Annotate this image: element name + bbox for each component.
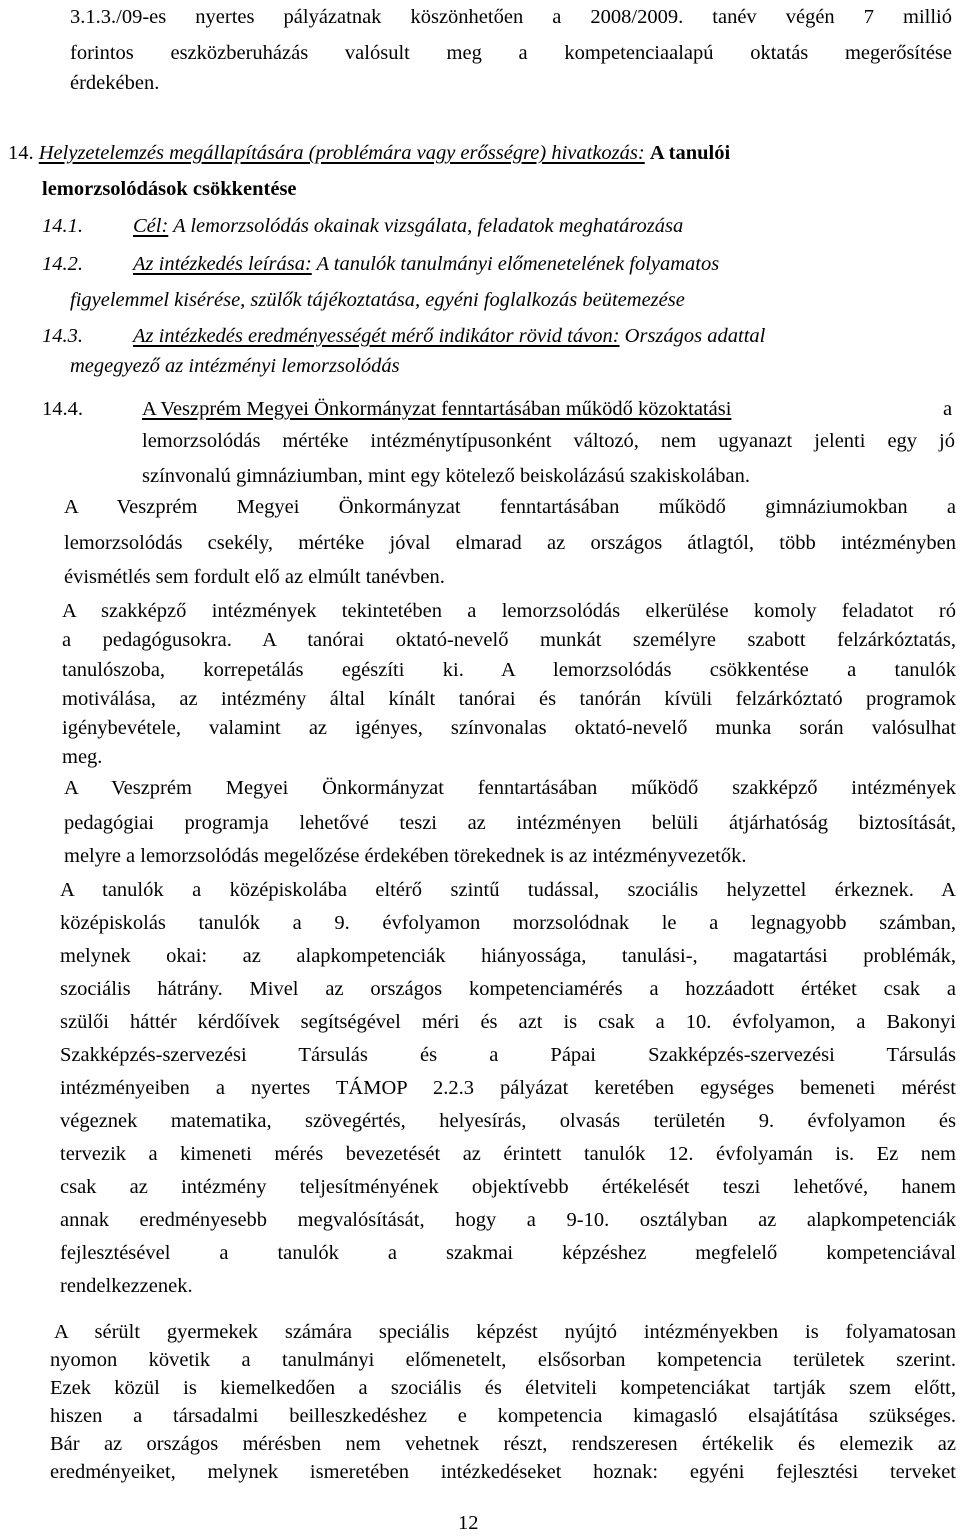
item-14-3-line-1	[133, 323, 955, 349]
para-4-line-8: végeznek matematika, szövegértés, helyesírás, olvasás területén 9. évfolyamon és	[60, 1110, 956, 1132]
para-5-line-4: hiszen a társadalmi beilleszkedéshez e kompetencia kimagasló elsajátítása szükséges.	[50, 1405, 956, 1427]
item-14-2-label: Az intézkedés leírása:	[133, 253, 312, 275]
para-5-line-3: Ezek közül is kiemelkedően a szociális és életviteli kompetenciákat tartják szem előtt,	[50, 1377, 956, 1399]
para-5-line-5: Bár az országos mérésben nem vehetnek részt, rendszeresen értékelik és elemezik az	[50, 1433, 956, 1455]
item-14-3-line-2: megegyező az intézményi lemorzsolódás	[70, 355, 400, 377]
para-4-line-12: fejlesztésével a tanulók a szakmai képzéshez megfelelő kompetenciával	[60, 1242, 956, 1264]
item-14-4-line-2: lemorzsolódás mértéke intézménytípusonként változó, nem ugyanazt jelenti egy jó	[142, 430, 955, 452]
para-4-line-13: rendelkezzenek.	[60, 1275, 193, 1297]
para-1-line-3: évismétlés sem fordult elő az elmúlt tanévben.	[64, 566, 445, 588]
section-14-heading	[8, 140, 958, 166]
para-4-line-5: szülői háttér kérdőívek segítségével méri és azt is csak a 10. évfolyamon, a Bakonyi	[60, 1011, 956, 1033]
para-3-line-3: melyre a lemorzsolódás megelőzése érdekében törekednek is az intézményvezetők.	[64, 845, 747, 867]
section-14-heading-bold: A tanulói	[649, 142, 731, 164]
page-number: 12	[458, 1512, 479, 1534]
para-2-line-3: tanulószoba, korrepetálás egészíti ki. A lemorzsolódás csökkentése a tanulók	[62, 659, 956, 681]
item-14-1-text	[133, 213, 683, 239]
item-14-2-content-1: A tanulók tanulmányi előmenetelének folyamatos	[316, 253, 720, 275]
item-14-4-number: 14.4.	[42, 398, 83, 420]
item-14-2-line-1	[133, 251, 955, 277]
para-4-line-6: Szakképzés-szervezési Társulás és a Pápai Szakképzés-szervezési Társulás	[60, 1044, 956, 1066]
section-14-heading-line-2: lemorzsolódások csökkentése	[42, 178, 297, 200]
para-4-line-3: melynek okai: az alapkompetenciák hiányossága, tanulási-, magatartási problémák,	[60, 945, 956, 967]
para-2-line-6: meg.	[62, 746, 103, 768]
intro-line-1: 3.1.3./09-es nyertes pályázatnak köszönhetően a 2008/2009. tanév végén 7 millió	[70, 6, 952, 28]
section-14-heading-label: Helyzetelemzés megállapítására (problémára vagy erősségre) hivatkozás:	[38, 142, 645, 164]
item-14-1-label: Cél:	[133, 215, 169, 237]
item-14-4-underlined: A Veszprém Megyei Önkormányzat fenntartásában működő közoktatási	[142, 398, 732, 420]
item-14-4-line-1	[142, 396, 731, 422]
para-4-line-2: középiskolás tanulók a 9. évfolyamon morzsolódnak le a legnagyobb számban,	[60, 912, 956, 934]
intro-line-2: forintos eszközberuházás valósult meg a kompetenciaalapú oktatás megerősítése	[70, 42, 952, 64]
para-5-line-1: A sérült gyermekek számára speciális képzést nyújtó intézményekben is folyamatosan	[54, 1321, 956, 1343]
para-4-line-4: szociális hátrány. Mivel az országos kompetenciamérés a hozzáadott értéket csak a	[60, 978, 956, 1000]
item-14-3-content-1: Országos adattal	[624, 325, 766, 347]
item-14-2-line-2: figyelemmel kisérése, szülők tájékoztatása, egyéni foglalkozás beütemezése	[70, 289, 685, 311]
para-2-line-2: a pedagógusokra. A tanórai oktató-nevelő munkát személyre szabott felzárkóztatás,	[62, 629, 956, 651]
para-1-line-2: lemorzsolódás csekély, mértéke jóval elmarad az országos átlagtól, több intézményben	[64, 532, 956, 554]
section-14-number: 14.	[8, 142, 34, 164]
para-4-line-1: A tanulók a középiskolába eltérő szintű tudással, szociális helyzettel érkeznek. A	[60, 879, 956, 901]
para-2-line-1: A szakképző intézmények tekintetében a lemorzsolódás elkerülése komoly feladatot ró	[62, 600, 956, 622]
para-4-line-7: intézményeiben a nyertes TÁMOP 2.2.3 pályázat keretében egységes bemeneti mérést	[60, 1077, 956, 1099]
para-4-line-9: tervezik a kimeneti mérés bevezetését az érintett tanulók 12. évfolyamán is. Ez nem	[60, 1143, 956, 1165]
para-2-line-4: motiválása, az intézmény által kínált tanórai és tanórán kívüli felzárkóztató programok	[62, 688, 956, 710]
para-5-line-2: nyomon követik a tanulmányi előmenetelt, elsősorban kompetencia területek szerint.	[50, 1349, 956, 1371]
item-14-4-line-1-end: a	[943, 398, 953, 420]
item-14-1-number: 14.1.	[42, 215, 83, 237]
para-4-line-10: csak az intézmény teljesítményének objektívebb értékelését teszi lehetővé, hanem	[60, 1176, 956, 1198]
item-14-1-content: A lemorzsolódás okainak vizsgálata, feladatok meghatározása	[173, 215, 684, 237]
para-2-line-5: igénybevétele, valamint az igényes, színvonalas oktató-nevelő munka során valósulhat	[62, 717, 956, 739]
para-4-line-11: annak eredményesebb megvalósítását, hogy a 9-10. osztályban az alapkompetenciák	[60, 1209, 956, 1231]
item-14-3-number: 14.3.	[42, 325, 83, 347]
item-14-3-label: Az intézkedés eredményességét mérő indikátor rövid távon:	[133, 325, 620, 347]
para-3-line-2: pedagógiai programja lehetővé teszi az intézményen belüli átjárhatóság biztosítását,	[64, 812, 956, 834]
para-1-line-1: A Veszprém Megyei Önkormányzat fenntartásában működő gimnáziumokban a	[64, 496, 956, 518]
para-5-line-6: eredményeiket, melynek ismeretében intézkedéseket hoznak: egyéni fejlesztési terveket	[50, 1461, 956, 1483]
intro-line-3: érdekében.	[70, 72, 160, 94]
item-14-4-line-3: színvonalú gimnáziumban, mint egy kötelező beiskolázású szakiskolában.	[142, 465, 751, 487]
item-14-2-number: 14.2.	[42, 253, 83, 275]
para-3-line-1: A Veszprém Megyei Önkormányzat fenntartásában működő szakképző intézmények	[64, 777, 956, 799]
